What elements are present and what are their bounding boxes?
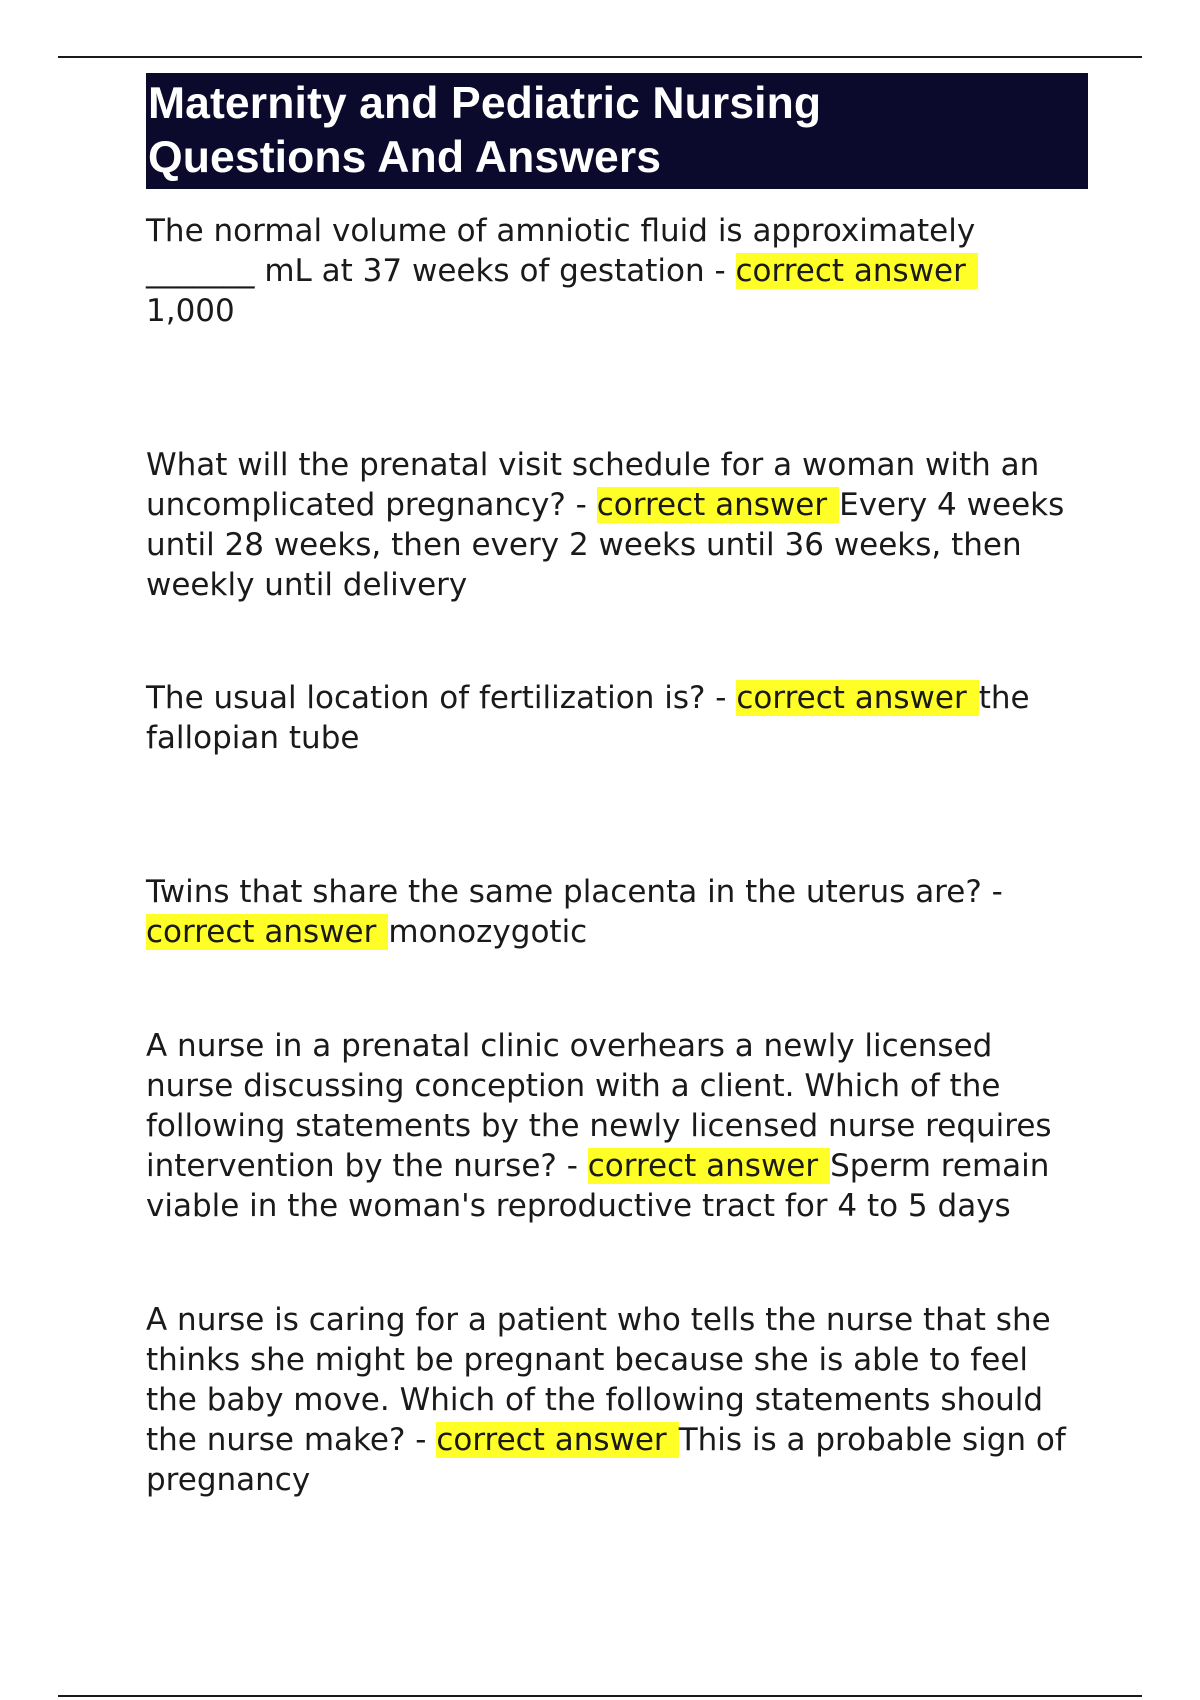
qa-item [146, 1026, 1088, 1226]
answer-text: monozygotic [388, 914, 588, 950]
qa-item [146, 678, 1088, 758]
title-line-2: Questions And Answers [148, 133, 662, 182]
answer-highlight: correct answer [597, 487, 839, 523]
document-title [146, 73, 1088, 189]
answer-text: the fallopian tube [146, 680, 1030, 756]
document-body [146, 73, 1088, 1500]
answer-text: Every 4 weeks until 28 weeks, then every 2 weeks until 36 weeks, then weekly until delivery [146, 487, 1065, 603]
question-text: Twins that share the same placenta in the uterus are? - [146, 874, 1003, 910]
question-text: The usual location of fertilization is? - [146, 680, 737, 716]
question-text: The normal volume of amniotic fluid is approximately _______ mL at 37 weeks of gestation - [146, 213, 976, 289]
answer-text: This is a probable sign of pregnancy [146, 1422, 1066, 1498]
answer-highlight: correct answer [736, 253, 978, 289]
qa-item [146, 1300, 1088, 1500]
answer-text: Sperm remain viable in the woman's reproductive tract for 4 to 5 days [146, 1148, 1050, 1224]
answer-highlight: correct answer [736, 680, 978, 716]
question-text: A nurse is caring for a patient who tells the nurse that she thinks she might be pregnant because she is able to feel the baby move. Which of the following statements should the nurse make? - [146, 1302, 1051, 1458]
qa-item [146, 445, 1088, 605]
title-line-1: Maternity and Pediatric Nursing [148, 79, 822, 128]
bottom-rule [58, 1695, 1142, 1697]
answer-text: 1,000 [146, 293, 235, 329]
answer-highlight: correct answer [588, 1148, 830, 1184]
question-text: What will the prenatal visit schedule for a woman with an uncomplicated pregnancy? - [146, 447, 1040, 523]
answer-highlight: correct answer [146, 914, 388, 950]
answer-highlight: correct answer [436, 1422, 678, 1458]
qa-item [146, 211, 1088, 331]
top-rule [58, 56, 1142, 58]
question-text: A nurse in a prenatal clinic overhears a newly licensed nurse discussing conception with a client. Which of the following statements by the newly licensed nurse requires intervention by the nurse? - [146, 1028, 1052, 1184]
qa-item [146, 872, 1088, 952]
